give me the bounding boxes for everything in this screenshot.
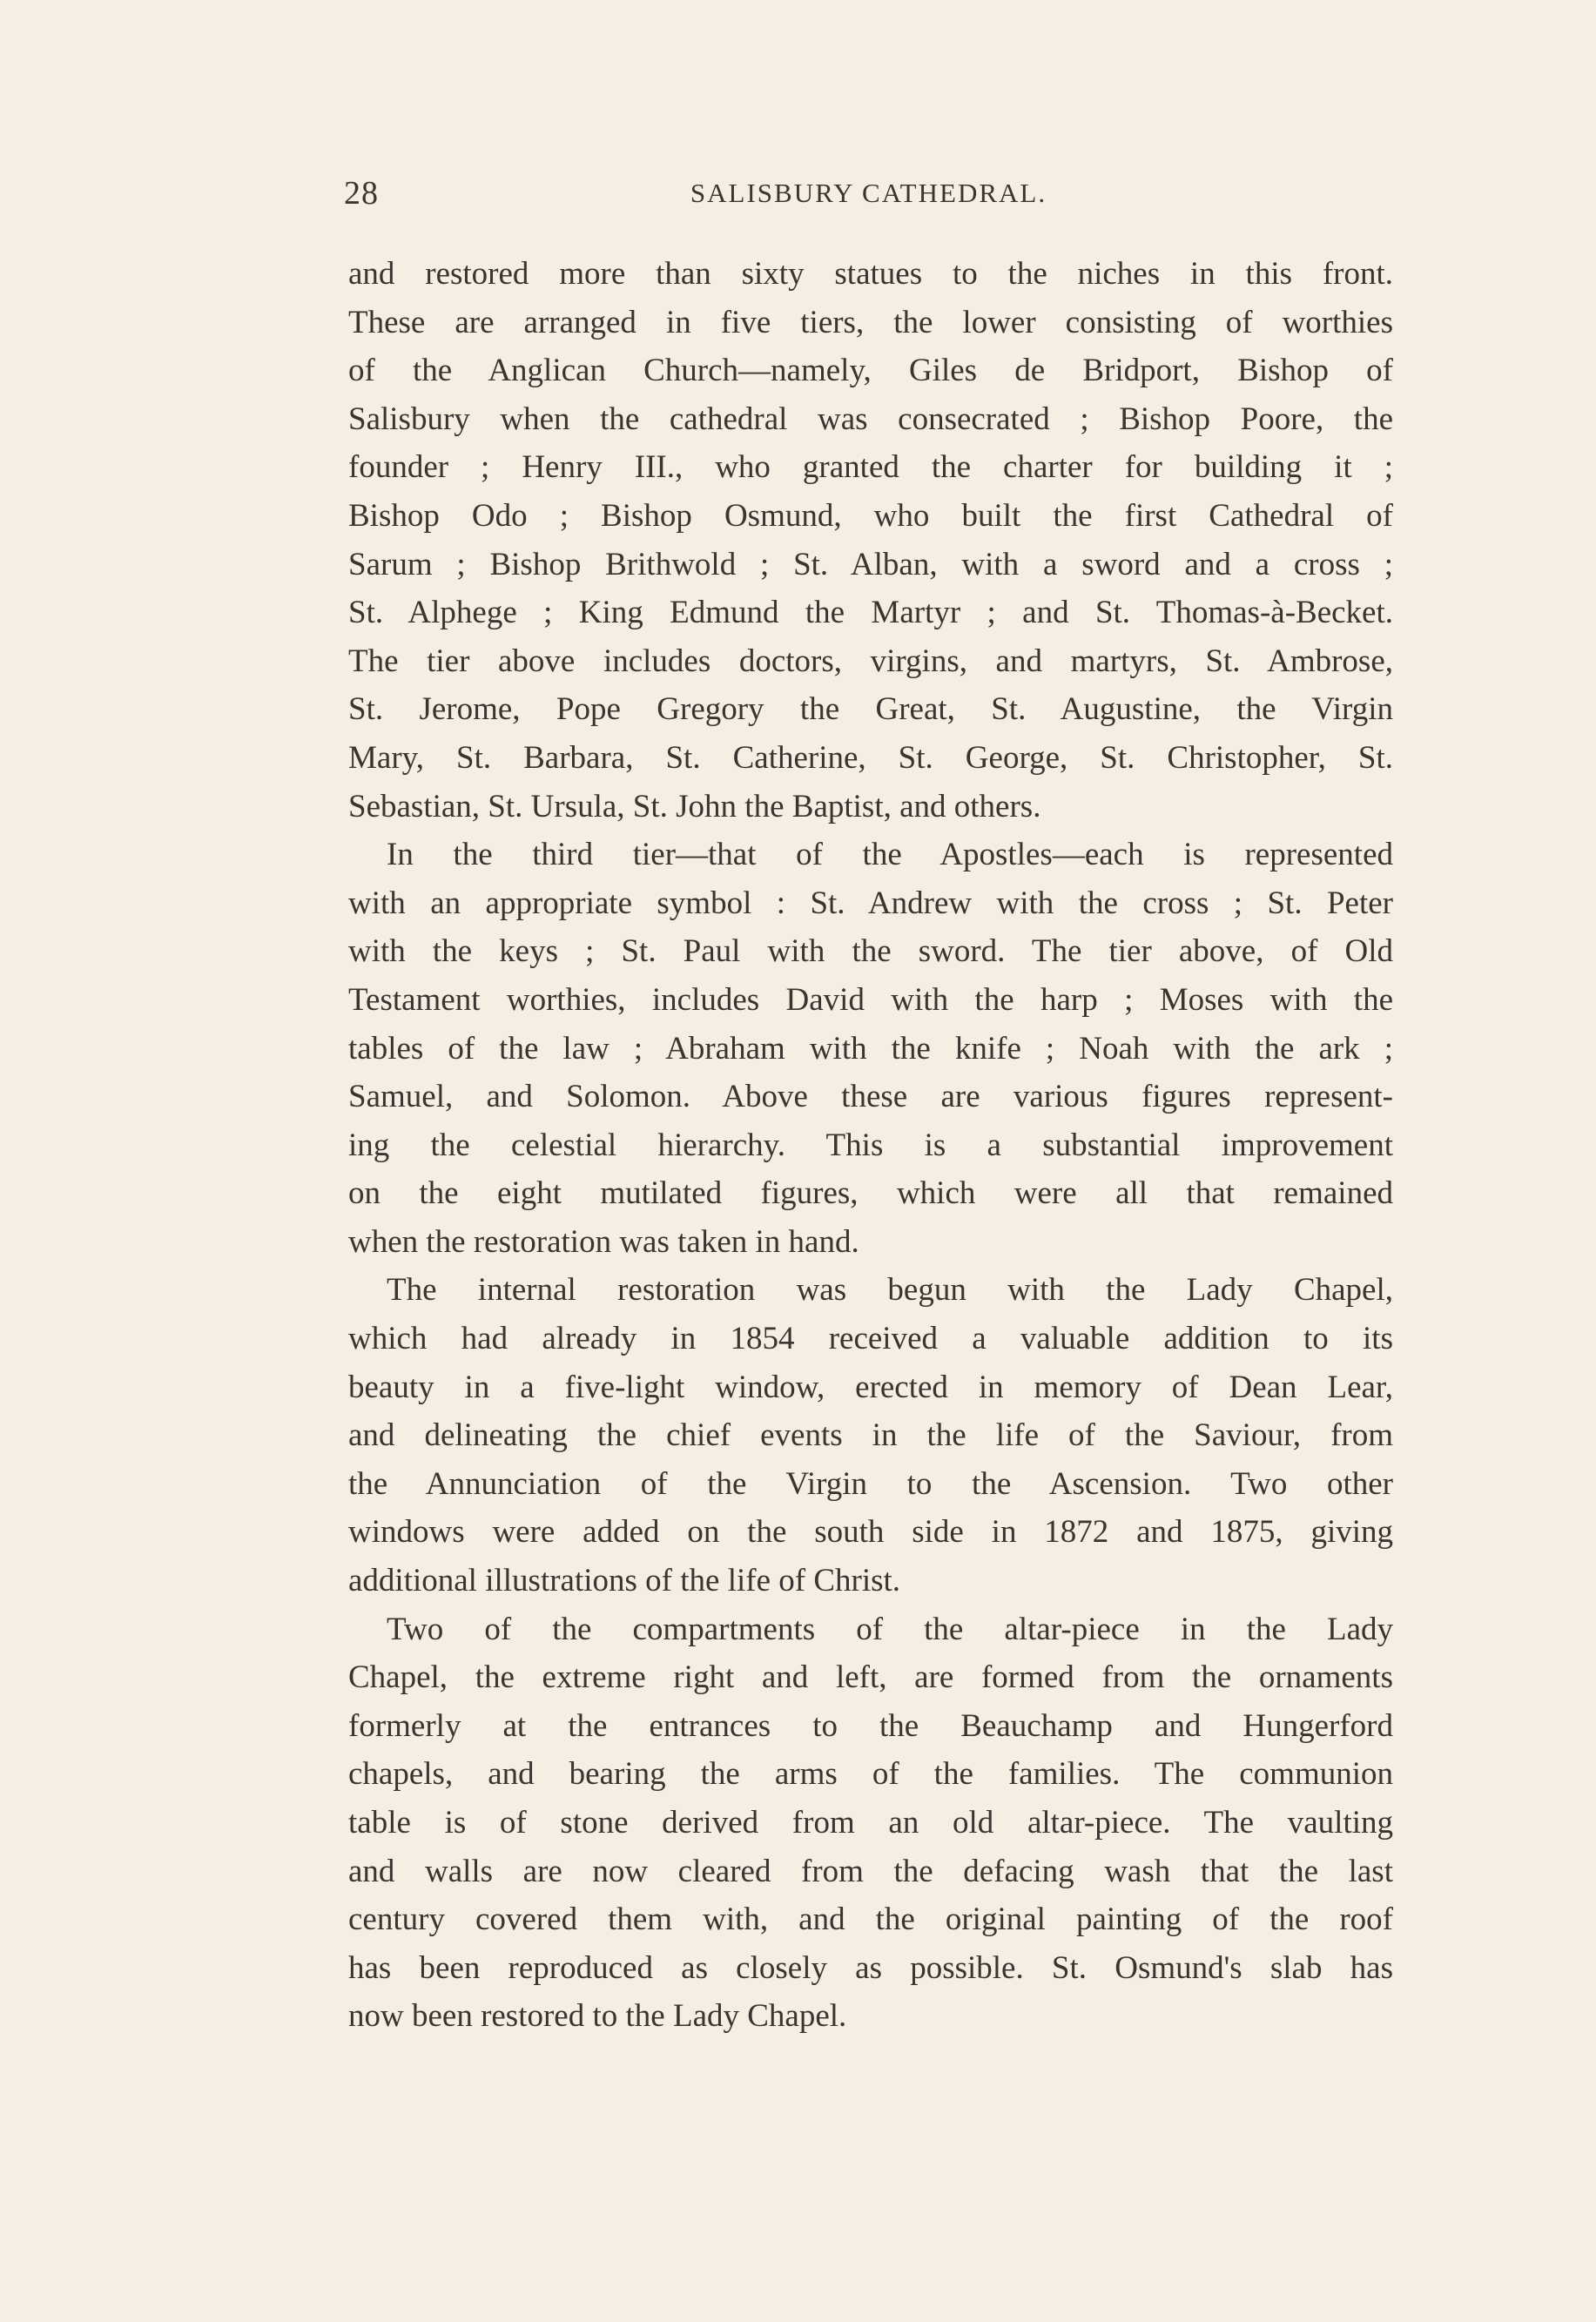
text-line: The internal restoration was begun with the Lady Chapel, [387,1272,1393,1309]
text-line: St. Jerome, Pope Gregory the Great, St. Augustine, the Virgin [348,691,1393,728]
text-line: with an appropriate symbol : St. Andrew with the cross ; St. Peter [348,885,1393,921]
text-line: Bishop Odo ; Bishop Osmund, who built the first Cathedral of [348,497,1393,534]
text-line: when the restoration was taken in hand. [348,1223,859,1260]
text-line: founder ; Henry III., who granted the charter for building it ; [348,449,1393,486]
text-line: and delineating the chief events in the life of the Saviour, from [348,1417,1393,1454]
text-line: tables of the law ; Abraham with the knife ; Noah with the ark ; [348,1030,1393,1067]
text-line: windows were added on the south side in 1872 and 1875, giving [348,1514,1393,1551]
text-line: These are arranged in five tiers, the lower consisting of worthies [348,304,1393,340]
text-line: Sebastian, St. Ursula, St. John the Baptist, and others. [348,788,1041,824]
text-line: Chapel, the extreme right and left, are formed from the ornaments [348,1659,1393,1696]
text-line: Mary, St. Barbara, St. Catherine, St. George, St. Christopher, St. [348,739,1393,776]
text-line: formerly at the entrances to the Beauchamp and Hungerford [348,1707,1393,1744]
text-line: Two of the compartments of the altar-piece in the Lady [387,1611,1393,1647]
text-line: table is of stone derived from an old altar-piece. The vaulting [348,1805,1393,1841]
page-number: 28 [344,175,379,212]
text-line: additional illustrations of the life of Christ. [348,1563,901,1599]
text-line: The tier above includes doctors, virgins, and martyrs, St. Ambrose, [348,643,1393,679]
text-line: and walls are now cleared from the defacing wash that the last [348,1853,1393,1889]
text-line: Testament worthies, includes David with the harp ; Moses with the [348,981,1393,1018]
text-line: In the third tier—that of the Apostles—each is represented [387,837,1393,873]
text-line: and restored more than sixty statues to the niches in this front. [348,256,1393,292]
running-head [344,174,1393,218]
text-line: has been reproduced as closely as possible. St. Osmund's slab has [348,1949,1393,1986]
text-line: Salisbury when the cathedral was consecrated ; Bishop Poore, the [348,400,1393,437]
text-line: Samuel, and Solomon. Above these are various figures represent- [348,1079,1393,1115]
text-line: Sarum ; Bishop Brithwold ; St. Alban, with a sword and a cross ; [348,546,1393,582]
text-line: chapels, and bearing the arms of the families. The communion [348,1756,1393,1793]
text-line: which had already in 1854 received a valuable addition to its [348,1321,1393,1357]
text-line: St. Alphege ; King Edmund the Martyr ; and St. Thomas-à-Becket. [348,595,1393,631]
text-line: the Annunciation of the Virgin to the Ascension. Two other [348,1465,1393,1502]
text-line: beauty in a five-light window, erected in memory of Dean Lear, [348,1369,1393,1405]
text-line: with the keys ; St. Paul with the sword. The tier above, of Old [348,933,1393,970]
body-text [348,250,1393,2041]
text-line: ing the celestial hierarchy. This is a substantial improvement [348,1127,1393,1163]
text-line: of the Anglican Church—namely, Giles de Bridport, Bishop of [348,353,1393,389]
text-line: now been restored to the Lady Chapel. [348,1998,847,2035]
running-title: SALISBURY CATHEDRAL. [690,178,1047,208]
text-line: on the eight mutilated figures, which were all that remained [348,1175,1393,1212]
text-line: century covered them with, and the original painting of the roof [348,1901,1393,1938]
